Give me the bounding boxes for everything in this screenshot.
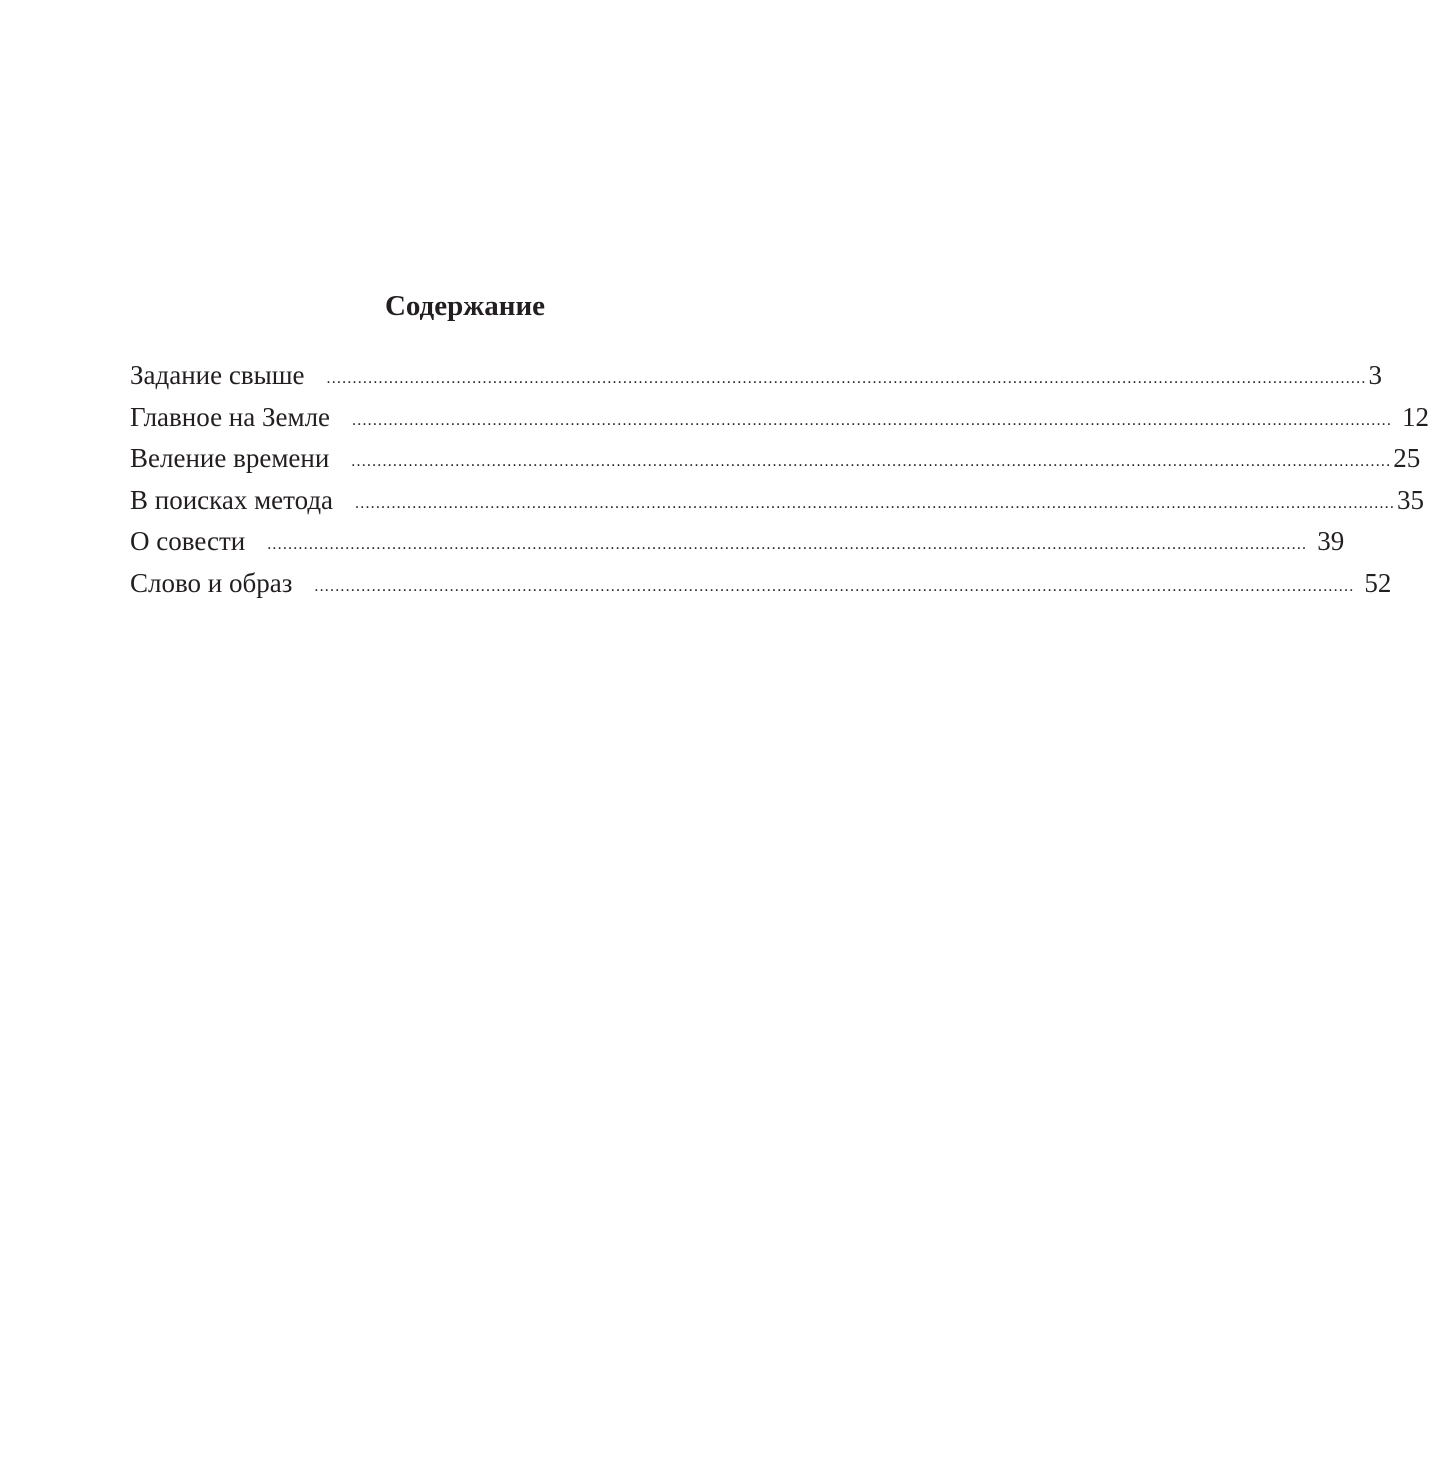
toc-entry-page: 12 [1402,401,1429,432]
toc-entry-page: 25 [1393,443,1421,474]
toc-entry-title: Слово и образ [130,567,293,598]
dot-leader: ........................................................................................................................................................................................................ [314,577,1355,595]
toc-entry-title: О совести [130,526,246,557]
dot-leader: ........................................................................................................................................................................................................ [355,494,1396,512]
dot-leader: ........................................................................................................................................................................................................ [351,453,1392,471]
toc-entry-title: Задание свыше [130,360,305,390]
toc-entry[interactable] [130,355,1383,397]
toc-entry-title: Главное на Земле [130,401,331,432]
toc-entry[interactable] [130,563,1392,605]
toc-entry-page: 52 [1364,567,1392,598]
toc-entry-title: Веление времени [130,443,330,474]
dot-leader: ........................................................................................................................................................................................................ [326,370,1367,387]
toc-entry-page: 39 [1317,526,1345,557]
toc-entry[interactable] [130,397,1429,439]
toc-entry-title: В поисках метода [130,484,334,515]
toc-entry[interactable] [130,438,1421,480]
toc-entry[interactable] [130,521,1345,563]
table-of-contents [130,355,1429,605]
toc-entry-page: 35 [1397,484,1425,515]
page-title: Содержание [384,290,546,322]
toc-entry-page: 3 [1368,360,1383,390]
toc-entry[interactable] [130,480,1425,522]
dot-leader: ........................................................................................................................................................................................................ [267,536,1308,554]
dot-leader: ........................................................................................................................................................................................................ [352,411,1393,429]
